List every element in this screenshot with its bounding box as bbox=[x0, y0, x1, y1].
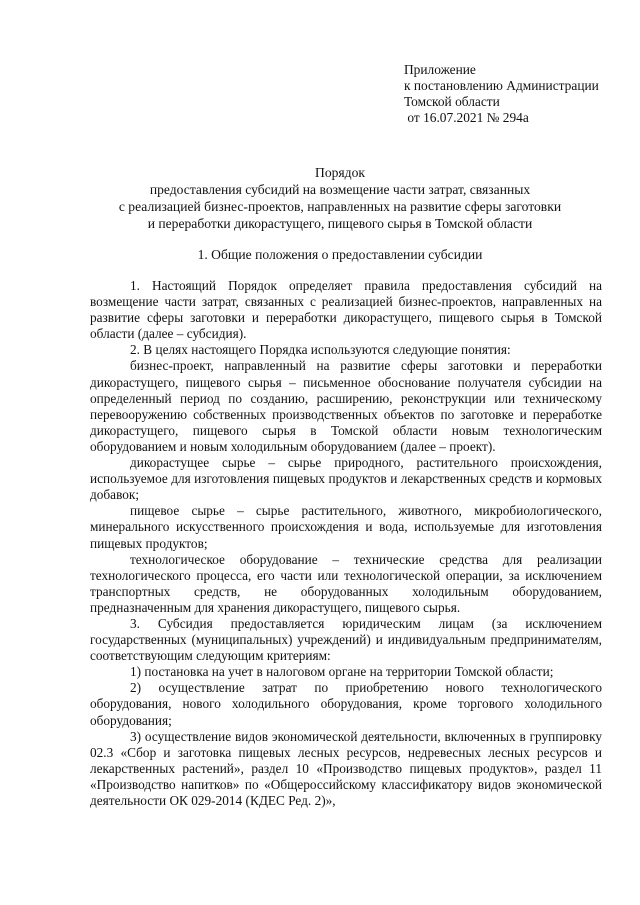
title-line: и переработки дикорастущего, пищевого сырья в Томской области bbox=[147, 216, 533, 231]
section-heading: 1. Общие положения о предоставлении субсидии bbox=[197, 247, 483, 262]
appendix-line: Приложение bbox=[404, 62, 476, 77]
title-line: Порядок bbox=[315, 165, 365, 180]
paragraph: технологическое оборудование – технические средства для реализации технологического процесса, его части или технологической операции, за исключением транспортных средств, не оборудованных холодильным оборудованием, предназначенным для хранения дикорастущего, пищевого сырья. bbox=[90, 551, 602, 615]
appendix-block bbox=[404, 62, 599, 126]
appendix-line: Томской области bbox=[404, 94, 500, 109]
paragraph: пищевое сырье – сырье растительного, животного, микробиологического, минерального искусственного происхождения и вода, используемые для изготовления пищевых продуктов; bbox=[90, 503, 602, 551]
paragraph: бизнес-проект, направленный на развитие сферы заготовки и переработки дикорастущего, пищевого сырья – письменное обоснование получателя субсидии на определенный период по созданию, расширению, реконструкции или техническому перевооружению собственных производственных объектов по заготовке и переработке дикорастущего, пищевого сырья в Томской области новым технологическим оборудованием и новым холодильным оборудованием (далее – проект). bbox=[90, 358, 602, 454]
title-line: предоставления субсидий на возмещение части затрат, связанных bbox=[149, 182, 531, 197]
paragraph: дикорастущее сырье – сырье природного, растительного происхождения, используемое для изготовления пищевых продуктов и лекарственных средств и кормовых добавок; bbox=[90, 455, 602, 503]
paragraph: 1) постановка на учет в налоговом органе на территории Томской области; bbox=[130, 664, 554, 680]
paragraph: 2) осуществление затрат по приобретению нового технологического оборудования, нового холодильного оборудования, кроме торгового холодильного оборудования; bbox=[90, 680, 602, 728]
document-body bbox=[90, 278, 602, 809]
title-line: с реализацией бизнес-проектов, направленных на развитие сферы заготовки bbox=[118, 199, 562, 214]
paragraph: 1. Настоящий Порядок определяет правила предоставления субсидий на возмещение части затрат, связанных с реализацией бизнес-проектов, направленных на развитие сферы заготовки и переработки дикорастущего, пищевого сырья в Томской области (далее – субсидия). bbox=[90, 278, 602, 342]
paragraph: 2. В целях настоящего Порядка используются следующие понятия: bbox=[130, 342, 511, 358]
paragraph: 3. Субсидия предоставляется юридическим лицам (за исключением государственных (муниципальных) учреждений) и индивидуальным предпринимателям, соответствующим следующим критериям: bbox=[90, 615, 602, 664]
paragraph: 3) осуществление видов экономической деятельности, включенных в группировку 02.3 «Сбор и заготовка пищевых лесных ресурсов, недревесных лесных ресурсов и лекарственных растений», раздел 10 «Производство пищевых продуктов», раздел 11 «Производство напитков» по «Общероссийскому классификатору видов экономической деятельности ОК 029-2014 (КДЕС Ред. 2)», bbox=[90, 728, 602, 808]
appendix-date-line: от 16.07.2021 № 294а bbox=[404, 110, 529, 125]
appendix-line: к постановлению Администрации bbox=[404, 78, 599, 93]
document-title bbox=[80, 164, 600, 232]
